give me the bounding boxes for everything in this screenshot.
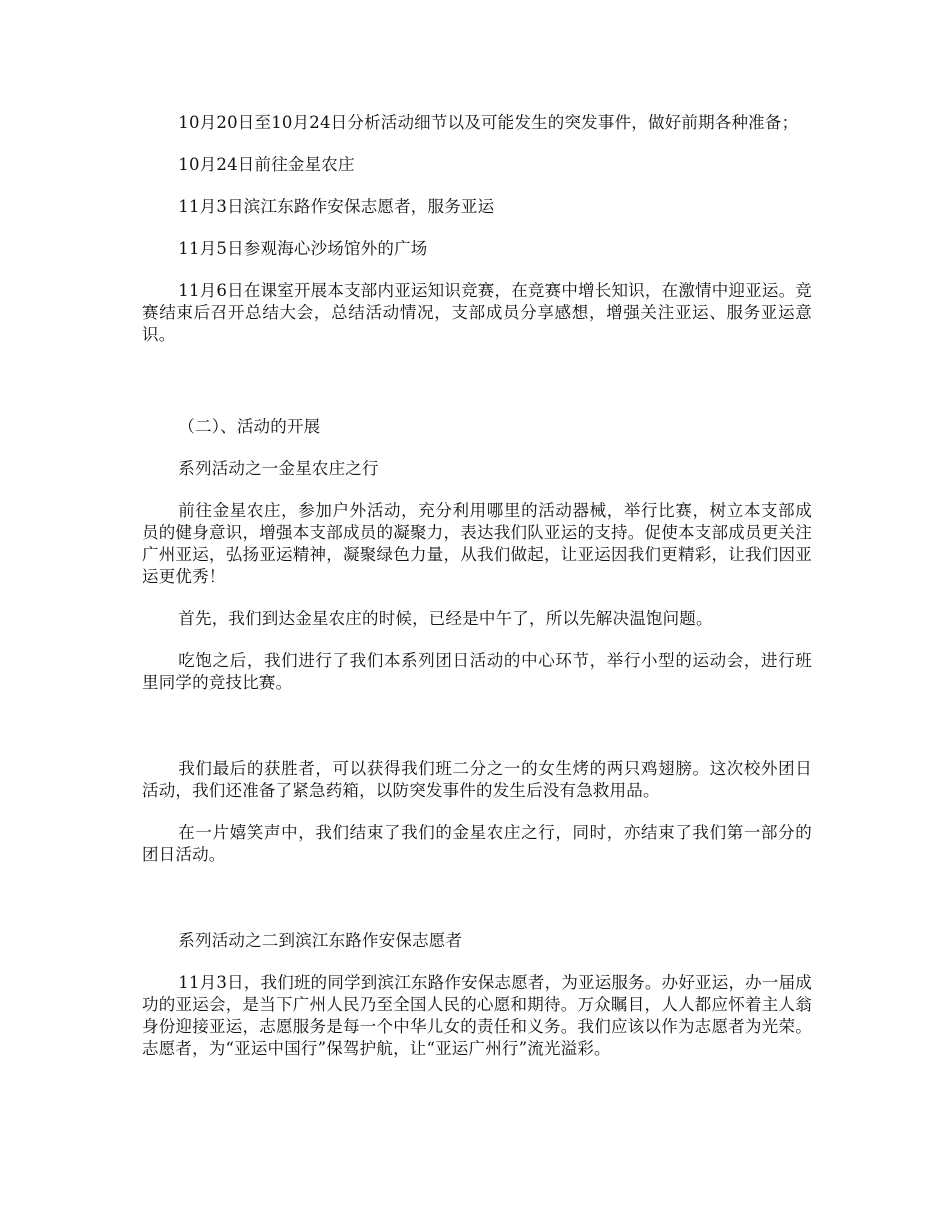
paragraph-preparation: 10月20日至10月24日分析活动细节以及可能发生的突发事件，做好前期各种准备； [178,113,799,132]
subheading-volunteers: 系列活动之二到滨江东路作安保志愿者 [178,931,463,950]
paragraph-farm-end: 在一片嬉笑声中，我们结束了我们的金星农庄之行，同时，亦结束了我们第一部分的团日活动。 [142,823,812,864]
section-heading-activities: （二）、活动的开展 [178,417,321,436]
paragraph-sports-meet: 吃饱之后，我们进行了我们本系列团日活动的中心环节，举行小型的运动会，进行班里同学的竞技比赛。 [142,651,812,692]
paragraph-nov5: 11月5日参观海心沙场馆外的广场 [178,239,428,258]
paragraph-farm-purpose: 前往金星农庄，参加户外活动，充分利用哪里的活动器械，举行比赛，树立本支部成员的健身意识，增强本支部成员的凝聚力，表达我们队亚运的支持。促使本支部成员更关注广州亚运，弘扬亚运精神，凝聚绿色力量，从我们做起，让亚运因我们更精彩，让我们因亚运更优秀！ [142,501,812,586]
document-body [142,112,812,1060]
paragraph-oct24: 10月24日前往金星农庄 [178,155,355,174]
paragraph-arrival: 首先，我们到达金星农庄的时候，已经是中午了，所以先解决温饱问题。 [178,609,713,628]
paragraph-nov6: 11月6日在课室开展本支部内亚运知识竞赛，在竞赛中增长知识，在激情中迎亚运。竞赛结束后召开总结大会，总结活动情况，支部成员分享感想，增强关注亚运、服务亚运意识。 [142,281,812,344]
subheading-jinxing-farm: 系列活动之一金星农庄之行 [178,459,379,478]
paragraph-volunteer-service: 11月3日，我们班的同学到滨江东路作安保志愿者，为亚运服务。办好亚运，办一届成功的亚运会，是当下广州人民乃至全国人民的心愿和期待。万众瞩目，人人都应怀着主人翁身份迎接亚运，志愿服务是每一个中华儿女的责任和义务。我们应该以作为志愿者为光荣。志愿者，为“亚运中国行”保驾护航，让“亚运广州行”流光溢彩。 [142,973,812,1058]
paragraph-winners: 我们最后的获胜者，可以获得我们班二分之一的女生烤的两只鸡翅膀。这次校外团日活动，我们还准备了紧急药箱，以防突发事件的发生后没有急救用品。 [142,759,812,800]
paragraph-nov3: 11月3日滨江东路作安保志愿者，服务亚运 [178,197,495,216]
